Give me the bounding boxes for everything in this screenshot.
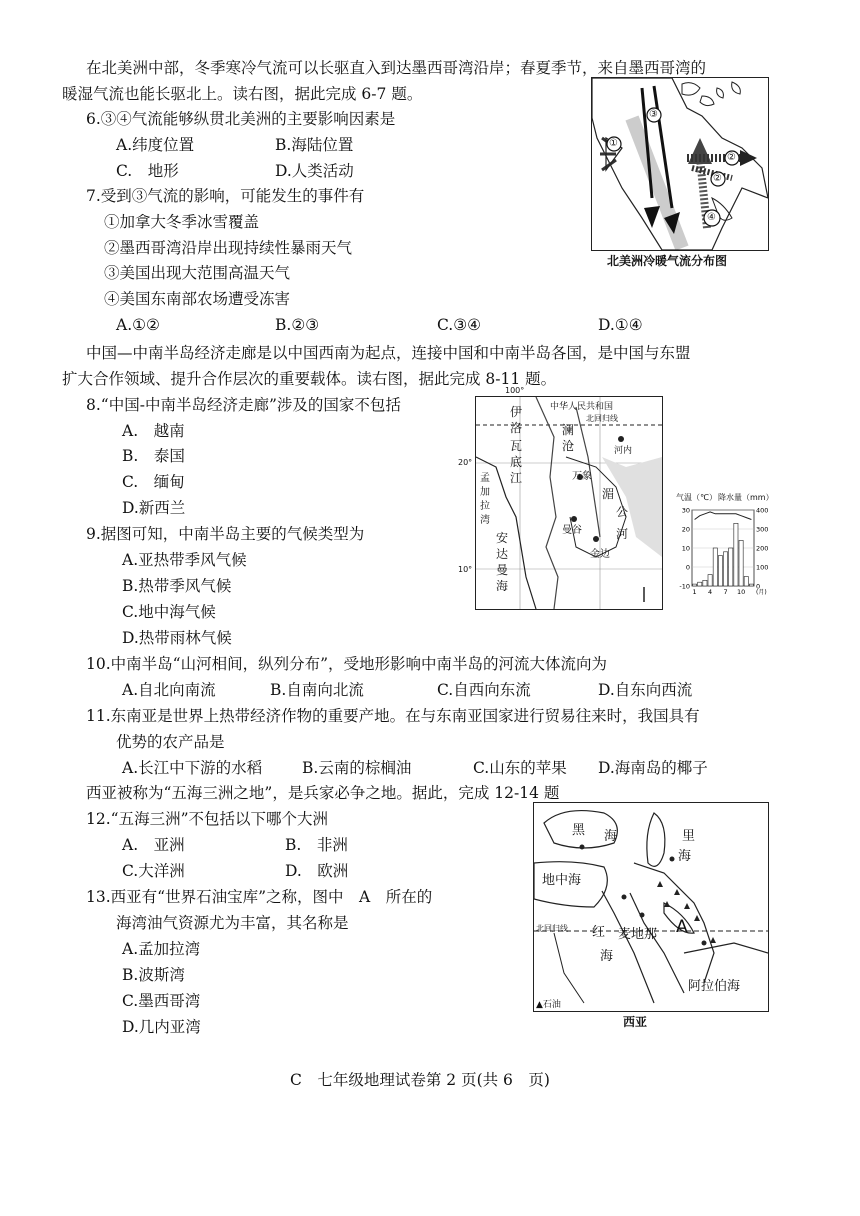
q10-option-b: B.自南向北流 — [270, 681, 364, 699]
q13-option-c: C.墨西哥湾 — [122, 992, 201, 1010]
q6-option-a: A.纬度位置 — [116, 136, 195, 154]
label-caspian-2: 海 — [678, 849, 692, 864]
x-tick-label: 4 — [708, 588, 713, 596]
q7-option-d: D.①④ — [598, 316, 643, 334]
q9-option-b: B.热带季风气候 — [122, 577, 232, 595]
q13-stem-line2: 海湾油气资源尤为丰富，其名称是 — [116, 914, 349, 932]
label-medina: 麦地那 — [618, 927, 658, 942]
precip-bar — [718, 556, 722, 586]
marker-2: ② — [727, 152, 736, 163]
q13-option-a: A.孟加拉湾 — [122, 940, 201, 958]
q7-item-3: ③美国出现大范围高温天气 — [104, 264, 291, 282]
q12-stem: 12.“五海三洲”不包括以下哪个大洲 — [86, 810, 328, 828]
label-man: 曼 — [496, 563, 509, 577]
china-label: 中华人民共和国 — [550, 402, 614, 412]
q8-option-d: D.新西兰 — [122, 499, 186, 517]
label-hai: 海 — [496, 579, 509, 593]
q7-item-1: ①加拿大冬季冰雪覆盖 — [104, 213, 260, 231]
precip-bar — [724, 552, 728, 586]
label-di: 底 — [510, 455, 523, 469]
precip-bar — [734, 523, 738, 586]
y-left-tick-label: 0 — [685, 563, 690, 572]
label-luo: 洛 — [510, 421, 523, 435]
north-america-airflow-map — [591, 77, 769, 251]
x-tick-label: 1 — [692, 588, 697, 596]
legend-oil: ▲石油 — [536, 1000, 561, 1010]
q10-option-a: A.自北向南流 — [122, 681, 216, 699]
lon-100-label: 100° — [505, 386, 525, 395]
precip-bar — [713, 548, 717, 586]
intro-8-11-line1: 中国—中南半岛经济走廊是以中国西南为起点，连接中国和中南半岛各国，是中国与东盟 — [86, 344, 691, 362]
q10-option-d: D.自东向西流 — [598, 681, 693, 699]
label-black-sea-2: 海 — [604, 829, 618, 844]
marker-3: ③ — [649, 109, 658, 120]
q9-option-a: A.亚热带季风气候 — [122, 551, 247, 569]
legend-precip: 降水量（mm） — [718, 493, 774, 502]
q12-option-b: B. 非洲 — [285, 836, 348, 854]
label-gong: 公 — [616, 505, 629, 519]
label-meng: 孟 — [480, 473, 490, 484]
y-left-tick-label: -10 — [679, 582, 690, 591]
label-mei: 湄 — [602, 487, 615, 501]
intro-12-14: 西亚被称为“五海三洲之地”，是兵家必争之地。据此，完成 12-14 题 — [86, 784, 560, 802]
q11-option-b: B.云南的棕榈油 — [302, 759, 412, 777]
label-arabian-sea: 阿拉伯海 — [688, 979, 741, 994]
q6-stem: 6.③④气流能够纵贯北美洲的主要影响因素是 — [86, 110, 396, 128]
x-tick-label: 7 — [723, 588, 728, 596]
q8-option-c: C. 缅甸 — [122, 473, 185, 491]
q7-stem: 7.受到③气流的影响，可能发生的事件有 — [86, 187, 365, 205]
precip-bar — [749, 584, 753, 586]
q7-item-2: ②墨西哥湾沿岸出现持续性暴雨天气 — [104, 239, 353, 257]
label-wan: 湾 — [480, 515, 490, 526]
marker-2b: ② — [713, 173, 722, 184]
y-right-tick-label: 200 — [756, 544, 769, 553]
label-yi: 伊 — [510, 405, 523, 419]
fig3-caption: 西亚 — [623, 1015, 648, 1029]
q11-stem-line1: 11.东南亚是世界上热带经济作物的重要产地。在与东南亚国家进行贸易往来时，我国具有 — [86, 707, 700, 725]
q6-option-b: B.海陆位置 — [275, 136, 354, 154]
fig1-caption: 北美洲冷暖气流分布图 — [607, 254, 728, 268]
hanoi-label: 河内 — [614, 446, 633, 456]
q9-stem: 9.据图可知，中南半岛主要的气候类型为 — [86, 525, 365, 543]
y-right-tick-label: 0 — [756, 582, 761, 591]
label-la: 拉 — [480, 501, 490, 512]
vientiane-label: 万象 — [572, 471, 592, 482]
y-left-tick-label: 10 — [681, 544, 690, 553]
climate-chart-svg — [670, 492, 770, 616]
label-caspian-1: 里 — [682, 829, 696, 844]
q13-option-b: B.波斯湾 — [122, 966, 185, 984]
q8-option-b: B. 泰国 — [122, 447, 185, 465]
q12-option-d: D. 欧洲 — [285, 862, 349, 880]
precip-bar — [744, 577, 748, 587]
lat-10-label: 10° — [458, 565, 473, 574]
q9-option-c: C.地中海气候 — [122, 603, 216, 621]
bangkok-label: 曼谷 — [562, 525, 582, 536]
page-footer: C 七年级地理试卷第 2 页(共 6 页) — [290, 1071, 550, 1089]
label-black-sea-1: 黑 — [572, 823, 586, 838]
q10-option-c: C.自西向东流 — [437, 681, 531, 699]
marker-1: ① — [609, 138, 618, 149]
precip-bar — [698, 582, 702, 586]
north-america-map-drawing — [592, 78, 768, 250]
precip-bar — [703, 580, 707, 586]
q7-item-4: ④美国东南部农场遭受冻害 — [104, 290, 291, 308]
indochina-map — [475, 396, 663, 610]
label-red-sea-1: 红 — [592, 925, 606, 940]
label-jiang: 江 — [510, 471, 523, 485]
q11-option-a: A.长江中下游的水稻 — [122, 759, 263, 777]
label-red-sea-2: 海 — [600, 949, 614, 964]
precip-bar — [708, 575, 712, 586]
label-cang: 沧 — [562, 439, 575, 453]
q10-stem: 10.中南半岛“山河相间，纵列分布”，受地形影响中南半岛的河流大体流向为 — [86, 655, 608, 673]
q13-stem-line1: 13.西亚有“世界石油宝库”之称，图中 A 所在的 — [86, 888, 433, 906]
west-asia-map — [533, 802, 769, 1012]
precip-bar — [693, 584, 697, 586]
intro-6-7-line1: 在北美洲中部，冬季寒冷气流可以长驱直入到达墨西哥湾沿岸；春夏季节，来自墨西哥湾的 — [86, 59, 707, 77]
q6-option-d: D.人类活动 — [275, 162, 354, 180]
q11-stem-line2: 优势的农产品是 — [116, 733, 225, 751]
y-right-tick-label: 100 — [756, 563, 769, 572]
label-point-a: A — [676, 917, 688, 937]
precip-bar — [729, 548, 733, 586]
y-right-tick-label: 300 — [756, 525, 769, 534]
tropic-label: 北回归线 — [586, 414, 618, 423]
q8-option-a: A. 越南 — [122, 422, 185, 440]
q11-option-d: D.海南岛的椰子 — [598, 759, 708, 777]
q11-option-c: C.山东的苹果 — [473, 759, 567, 777]
lat-20-label: 20° — [458, 458, 473, 467]
q9-option-d: D.热带雨林气候 — [122, 629, 232, 647]
x-axis-label: (月) — [756, 589, 767, 596]
label-an: 安 — [496, 531, 509, 545]
label-jia: 加 — [480, 487, 490, 498]
climate-chart — [670, 492, 774, 616]
q6-option-c: C. 地形 — [116, 162, 179, 180]
label-wa: 瓦 — [510, 439, 523, 453]
label-lan: 澜 — [562, 423, 575, 437]
q12-option-a: A. 亚洲 — [122, 836, 185, 854]
q7-option-a: A.①② — [116, 316, 160, 334]
label-tropic: 北回归线 — [536, 924, 568, 933]
intro-8-11-line2: 扩大合作领域、提升合作层次的重要载体。读右图，据此完成 8-11 题。 — [62, 370, 557, 388]
y-left-tick-label: 20 — [681, 525, 690, 534]
temperature-line — [695, 512, 752, 520]
q8-stem: 8.“中国-中南半岛经济走廊”涉及的国家不包括 — [86, 396, 401, 414]
marker-4: ④ — [707, 212, 716, 223]
q7-option-b: B.②③ — [275, 316, 320, 334]
x-tick-label: 10 — [736, 588, 746, 596]
phnompenh-label: 金边 — [590, 549, 610, 560]
precip-bar — [739, 540, 743, 586]
legend-temp: 气温（℃） — [676, 493, 717, 502]
q7-option-c: C.③④ — [437, 316, 482, 334]
label-he: 河 — [616, 527, 629, 541]
y-right-tick-label: 400 — [756, 506, 769, 515]
label-mediterranean: 地中海 — [542, 873, 582, 888]
q13-option-d: D.几内亚湾 — [122, 1018, 201, 1036]
q12-option-c: C.大洋洲 — [122, 862, 185, 880]
intro-6-7-line2: 暖湿气流也能长驱北上。读右图，据此完成 6-7 题。 — [62, 85, 423, 103]
label-da: 达 — [496, 547, 509, 561]
y-left-tick-label: 30 — [681, 506, 690, 515]
